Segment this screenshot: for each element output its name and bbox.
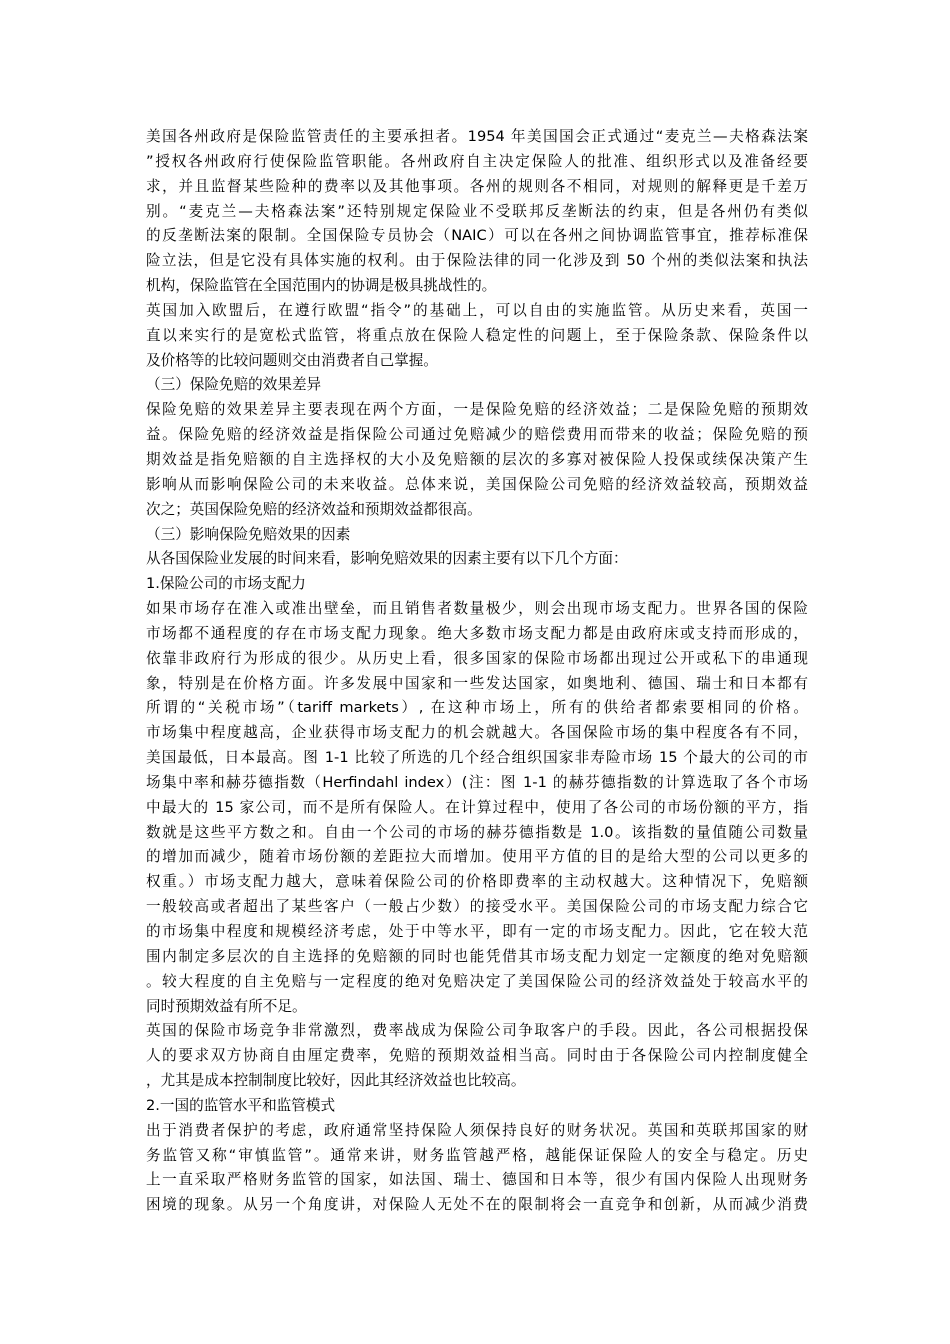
text-line: 求，并且监督某些险种的费率以及其他事项。各州的规则各不相同，对规则的解释更是千差万 [146, 177, 808, 195]
text-line: （三）保险免赔的效果差异 [146, 376, 322, 394]
text-line: 一般较高或者超出了某些客户（一般占少数）的接受水平。美国保险公司的市场支配力综合它 [146, 898, 808, 916]
text-line: 市场集中程度越高，企业获得市场支配力的机会就越大。各国保险市场的集中程度各有不同， [146, 724, 808, 742]
text-line: 的反垄断法案的限制。全国保险专员协会（NAIC）可以在各州之间协调监管事宜，推荐标准保 [146, 227, 808, 245]
text-line: 直以来实行的是宽松式监管，将重点放在保险人稳定性的问题上，至于保险条款、保险条件以 [146, 326, 808, 344]
text-line: 美国最低，日本最高。图 1-1 比较了所选的几个经合组织国家非寿险市场 15 个最大的公司的市 [146, 749, 808, 767]
text-line: 上一直采取严格财务监管的国家，如法国、瑞士、德国和日本等，很少有国内保险人出现财务 [146, 1171, 808, 1189]
text-line: 的市场集中程度和规模经济考虑，处于中等水平，即有一定的市场支配力。因此，它在较大范 [146, 923, 808, 940]
text-line: 的增加而减少，随着市场份额的差距拉大而增加。使用平方值的目的是给大型的公司以更多的 [146, 848, 808, 866]
text-line: 美国各州政府是保险监管责任的主要承担者。1954 年美国国会正式通过“麦克兰—夫格森法案 [146, 128, 808, 145]
text-line: 困境的现象。从另一个角度讲，对保险人无处不在的限制将会一直竞争和创新，从而减少消费 [146, 1196, 808, 1214]
text-line: 期效益是指免赔额的自主选择权的大小及免赔额的层次的多寡对被保险人投保或续保决策产生 [146, 450, 808, 468]
text-line: （三）影响保险免赔效果的因素 [146, 525, 351, 543]
text-line: 围内制定多层次的自主选择的免赔额的同时也能凭借其市场支配力划定一定额度的绝对免赔额 [146, 947, 808, 965]
text-line: 次之；英国保险免赔的经济效益和预期效益都很高。 [146, 500, 482, 518]
text-line: 英国加入欧盟后，在遵行欧盟“指令”的基础上，可以自由的实施监管。从历史来看，英国一 [146, 301, 808, 319]
text-line: 场集中率和赫芬德指数（Herfindahl index）(注：图 1-1 的赫芬德指数的计算选取了各个市场 [146, 773, 808, 791]
text-line: ，尤其是成本控制制度比较好，因此其经济效益也比较高。 [146, 1072, 526, 1090]
text-line: 别。“麦克兰—夫格森法案”还特别规定保险业不受联邦反垄断法的约束，但是各州仍有类似 [146, 202, 808, 220]
text-line: 从各国保险业发展的时间来看，影响免赔效果的因素主要有以下几个方面： [146, 550, 628, 568]
text-line: 市场都不通程度的存在市场支配力现象。绝大多数市场支配力都是由政府床或支持而形成的， [146, 624, 808, 642]
text-line: 益。保险免赔的经济效益是指保险公司通过免赔减少的赔偿费用而带来的收益；保险免赔的预 [146, 426, 808, 444]
text-line: 影响从而影响保险公司的未来收益。总体来说，美国保险公司免赔的经济效益较高，预期效益 [146, 475, 808, 493]
document-body [146, 125, 808, 1218]
text-line: 机构，保险监管在全国范围内的协调是极具挑战性的。 [146, 277, 497, 295]
text-line: 保险免赔的效果差异主要表现在两个方面，一是保险免赔的经济效益；二是保险免赔的预期效 [146, 401, 808, 419]
text-line: 中最大的 15 家公司，而不是所有保险人。在计算过程中，使用了各公司的市场份额的平方，指 [146, 798, 808, 816]
text-line: 及价格等的比较问题则交由消费者自己掌握。 [146, 351, 438, 369]
text-line: 象，特别是在价格方面。许多发展中国家和一些发达国家，如奥地利、德国、瑞士和日本都有 [146, 674, 808, 692]
text-line: 务监管又称“审慎监管”。通常来讲，财务监管越严格，越能保证保险人的安全与稳定。历史 [146, 1146, 808, 1164]
text-line: 。较大程度的自主免赔与一定程度的绝对免赔决定了美国保险公司的经济效益处于较高水平的 [146, 972, 808, 990]
text-line: 依靠非政府行为形成的很少。从历史上看，很多国家的保险市场都出现过公开或私下的串通现 [146, 649, 808, 667]
text-line: 险立法，但是它没有具体实施的权利。由于保险法律的同一化涉及到 50 个州的类似法案和执法 [146, 252, 808, 270]
text-line: 权重。）市场支配力越大，意味着保险公司的价格即费率的主动权越大。这种情况下，免赔额 [146, 873, 808, 891]
text-line: 人的要求双方协商自由厘定费率，免赔的预期效益相当高。同时由于各保险公司内控制度健全 [146, 1047, 808, 1065]
text-line: 英国的保险市场竞争非常激烈，费率战成为保险公司争取客户的手段。因此，各公司根据投保 [146, 1022, 808, 1040]
text-line: 1.保险公司的市场支配力 [146, 575, 306, 593]
text-line: 所谓的“关税市场”（tariff markets）, 在这种市场上，所有的供给者都索要相同的价格。 [146, 699, 808, 717]
text-line: ”授权各州政府行使保险监管职能。各州政府自主决定保险人的批准、组织形式以及准备经要 [146, 152, 808, 170]
text-line: 数就是这些平方数之和。自由一个公司的市场的赫芬德指数是 1.0。该指数的量值随公司数量 [146, 823, 808, 841]
text-line: 如果市场存在准入或准出壁垒，而且销售者数量极少，则会出现市场支配力。世界各国的保险 [146, 600, 808, 618]
text-line: 出于消费者保护的考虑，政府通常坚持保险人须保持良好的财务状况。英国和英联邦国家的财 [146, 1121, 808, 1139]
text-line: 同时预期效益有所不足。 [146, 997, 307, 1015]
text-line: 2.一国的监管水平和监管模式 [146, 1096, 336, 1114]
